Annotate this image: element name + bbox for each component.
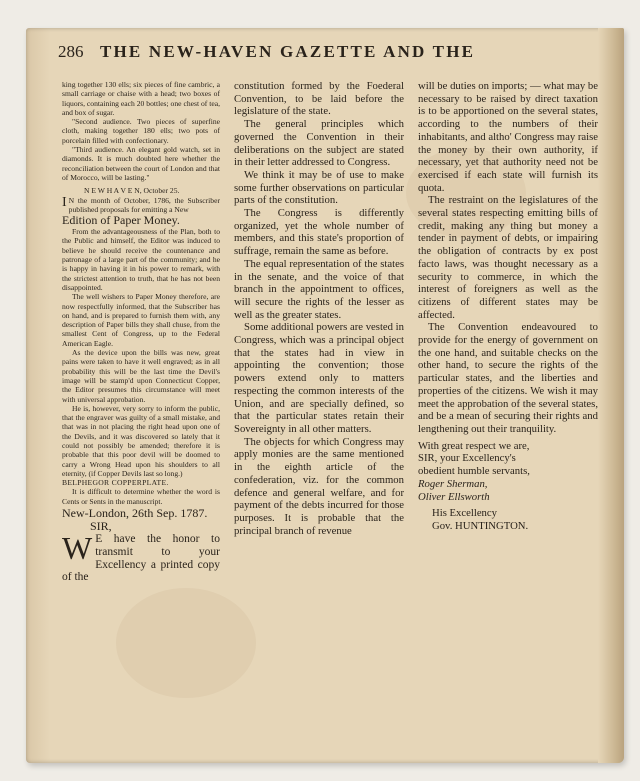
announcement-headline: Edition of Paper Money. — [62, 213, 180, 228]
paragraph: king together 130 ells; six pieces of fine cambric, a small carriage or chaise with a head; two boxes of liquors, containing each 20 bottles; one chest of tea, and box of sugar. — [62, 80, 220, 117]
page-edge-shadow — [26, 28, 50, 763]
page-number: 286 — [58, 42, 84, 61]
dateline-newlondon: New-London, 26th Sep. 1787. — [62, 506, 208, 521]
letter-opening — [62, 530, 220, 584]
newspaper-page — [26, 28, 624, 763]
page-spine — [598, 28, 624, 763]
page-header — [58, 42, 618, 62]
signer-name: Oliver Ellsworth — [418, 490, 490, 503]
drop-letter-w: W — [62, 530, 93, 567]
paper-stain — [116, 588, 256, 698]
column-3 — [418, 80, 598, 533]
paragraph — [62, 196, 220, 215]
paragraph: The equal representation of the states in the senate, and the voice of that branch in the appointment to offices, will secure the rights of the lesser as well as the greater states. — [234, 257, 404, 321]
paragraph: We think it may be of use to make some further observations on particular parts of the constitution. — [234, 168, 404, 207]
masthead-title: THE NEW-HAVEN GAZETTE AND THE — [99, 42, 476, 61]
closing-line: obedient humble servants, — [418, 465, 530, 478]
closing-line: SIR, your Excellency's — [418, 452, 516, 465]
paragraph: The general principles which governed the Convention in their deliberations on the subject are stated in their letter addressed to Congress. — [234, 118, 404, 169]
paragraph: The well wishers to Paper Money therefore, are now respectfully informed, that the Subscriber has on hand, and is prepared to furnish them with, any description of Paper bills they shall chuse, from the smallest Cent of Congress, up to the Federal American Eagle. — [62, 292, 220, 348]
paragraph: "Second audience. Two pieces of superfine cloth, making together 180 ells; two pots of porcelain filled with confectionary. — [62, 117, 220, 145]
column-1 — [62, 80, 220, 584]
paragraph: constitution formed by the Foederal Convention, to be laid before the legislature of the state. — [234, 80, 404, 118]
signature: BELPHEGOR COPPERPLATE. — [62, 478, 169, 488]
closing-line: With great respect we are, — [418, 439, 530, 452]
opening-text: E have the honor to transmit to your Excellency a printed copy of the — [62, 533, 220, 584]
paragraph: From the advantageousness of the Plan, both to the Public and himself, the Editor was induced to believe he should receive the countenance and patronage of a large part of the community; and he is happy in having it in his power to remark, with the strictest attention to truth, that he has not been disappointed. — [62, 227, 220, 292]
paragraph: "Third audience. An elegant gold watch, set in diamonds. It is much doubted here whether the reconciliation between the court of London and that of Morocco, will be lasting." — [62, 145, 220, 182]
paragraph: The objects for which Congress may apply monies are the same mentioned in the eighth article of the confederation, viz. for the common defence and general welfare, and for payment of the debts incurred for those purposes. It is probable that the principal branch of revenue — [234, 435, 404, 537]
paragraph: The Congress is differently organized, yet the whole number of members, and this state's proportion of suffrage, remain the same as before. — [234, 207, 404, 258]
paragraph: Some additional powers are vested in Congress, which was a principal object that the states had in view in appointing the convention; those powers extend only to matters respecting the common interests of the Union, and are specially defined, so that the particular states retain their Sovereignty in all other matters. — [234, 321, 404, 435]
paragraph: He is, however, very sorry to inform the public, that the engraver was guilty of a small mistake, and that was in not placing the right head upon one of the Devils, and it was discovered so lately that it could not possibly be amended; therefore it is probable that this poor devil will be doomed to carry a Wrong Head upon his shoulders to all eternity, (if Copper Devils last so long.) — [62, 403, 220, 478]
paragraph: will be duties on imports; — what may be necessary to be raised by direct taxation is to be apportioned on the several states, according to the numbers of their inhabitants, and altho' Congress may raise the money by their own authority, if necessary, yet that authority need not be exercised if each state will furnish its quota. — [418, 80, 599, 194]
footnote: It is difficult to determine whether the word is Cents or Sents in the manuscript. — [62, 487, 220, 506]
signer-name: Roger Sherman, — [418, 477, 488, 490]
dateline-newhaven: N E W H A V E N, October 25. — [84, 186, 180, 196]
addressee-line: Gov. HUNTINGTON. — [432, 519, 529, 532]
paragraph: The Convention endeavoured to provide for the energy of government on the one hand, and suitable checks on the other hand, to secure the rights of the particular states, and the liberties and properties of the citizens. We wish it may meet the approbation of the several states, and be a mean of securing their rights and lengthening out their tranquility. — [418, 321, 598, 435]
addressee-line: His Excellency — [432, 507, 497, 520]
column-2 — [234, 80, 404, 537]
salutation: SIR, — [90, 519, 112, 534]
drop-letter-i: I — [62, 194, 67, 210]
paragraph: The restraint on the legislatures of the several states respecting emitting bills of credit, making any thing but money a tender in payment of debts, or impairing the obligation of contracts by ex post facto laws, was thought necessary as a security to commerce, in which the interest of foreigners as well as the citizens of different states may be affected. — [418, 194, 598, 321]
announcement-text: N the month of October, 1786, the Subscriber published proposals for emitting a New — [68, 195, 220, 214]
paragraph: As the device upon the bills was new, great pains were taken to have it well engraved; as in all probability this will be the last time the Devil's image will be stamp'd upon Connecticut Copper, the Editor presumes this circumstance will meet with universal approbation. — [62, 348, 220, 404]
